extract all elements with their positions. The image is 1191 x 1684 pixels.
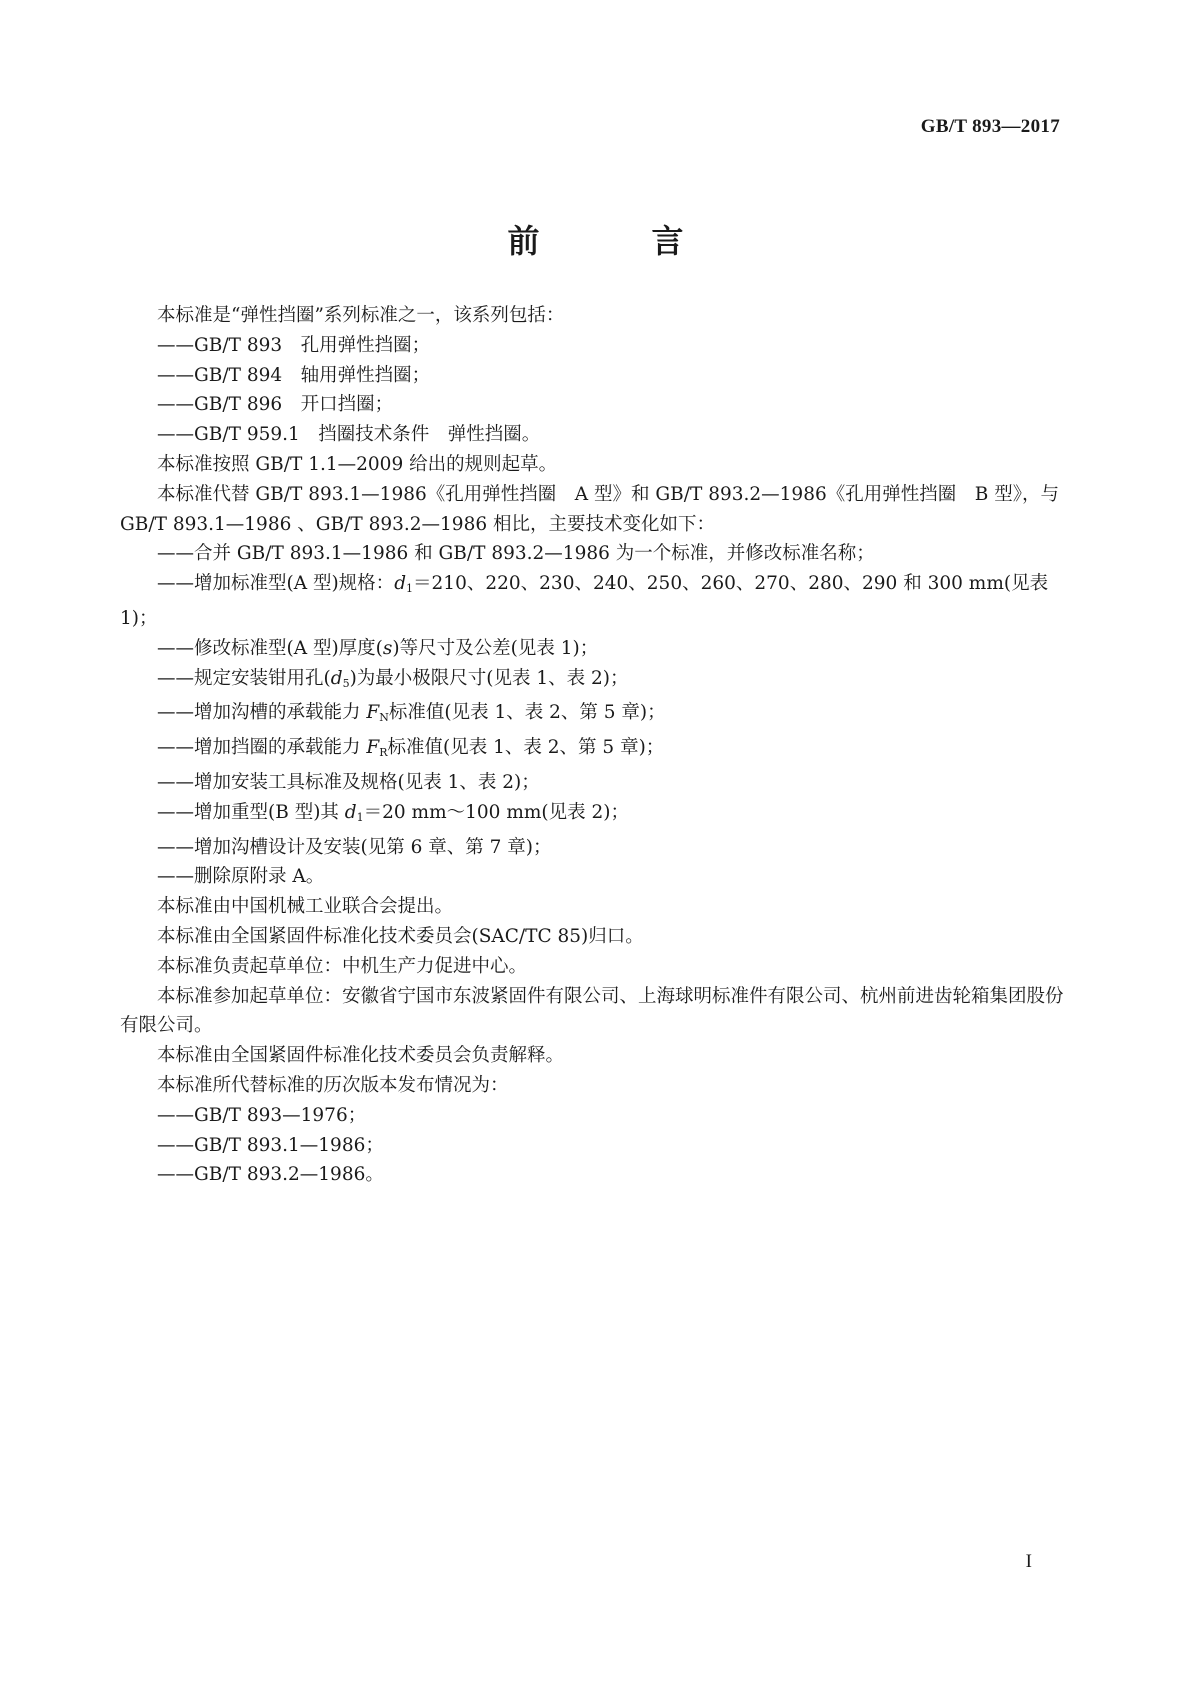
variable-subscript: R — [379, 746, 388, 760]
change-item-text: ＝20 mm～100 mm(见表 2)； — [363, 801, 630, 823]
change-item — [120, 569, 1072, 634]
series-item: ——GB/T 894 轴用弹性挡圈； — [157, 364, 431, 386]
series-item: ——GB/T 959.1 挡圈技术条件 弹性挡圈。 — [157, 424, 541, 446]
variable-subscript: N — [379, 711, 389, 725]
change-item — [120, 664, 1072, 699]
intro-paragraph: 本标准是“弹性挡圈”系列标准之一，该系列包括： — [157, 305, 565, 326]
foreword-body — [120, 301, 1072, 1190]
change-item-text: ＝210、220、230、240、250、260、270、280、290 和 300 mm(见表 1)； — [120, 573, 1049, 629]
variable-symbol: d — [330, 667, 343, 689]
variable-symbol: d — [394, 573, 407, 595]
series-item: ——GB/T 896 开口挡圈； — [157, 394, 394, 416]
change-item-text: )为最小极限尺寸(见表 1、表 2)； — [349, 667, 629, 689]
participating-units-paragraph: 本标准参加起草单位：安徽省宁国市东波紧固件有限公司、上海球明标准件有限公司、杭州前进齿轮箱集团股份有限公司。 — [120, 985, 1064, 1037]
variable-subscript: 1 — [406, 582, 414, 596]
drafting-rules-paragraph: 本标准按照 GB/T 1.1—2009 给出的规则起草。 — [157, 453, 558, 475]
drafting-unit-paragraph: 本标准负责起草单位：中机生产力促进中心。 — [157, 955, 528, 977]
change-item: ——删除原附录 A。 — [157, 866, 325, 888]
change-item — [120, 698, 1072, 733]
change-item: ——合并 GB/T 893.1—1986 和 GB/T 893.2—1986 为一个标准，并修改标准名称； — [157, 543, 875, 565]
variable-subscript: 1 — [356, 810, 364, 824]
history-item: ——GB/T 893.2—1986。 — [157, 1164, 384, 1186]
change-item-text: 标准值(见表 1、表 2、第 5 章)； — [388, 702, 666, 724]
variable-symbol: d — [344, 801, 357, 823]
page-title: 前 言 — [507, 222, 724, 260]
variable-symbol: s — [382, 637, 393, 659]
change-item-text: ——规定安装钳用孔( — [157, 667, 331, 689]
change-item — [120, 798, 1072, 833]
change-item-text: ——增加重型(B 型)其 — [157, 801, 345, 823]
change-item-text: ——增加标准型(A 型)规格： — [157, 573, 395, 595]
standard-code: GB/T 893—2017 — [920, 116, 1060, 137]
change-item — [120, 634, 1072, 664]
variable-symbol: F — [366, 737, 380, 759]
change-item: ——增加沟槽设计及安装(见第 6 章、第 7 章)； — [157, 836, 552, 858]
change-item-text: 标准值(见表 1、表 2、第 5 章)； — [387, 737, 665, 759]
change-item: ——增加安装工具标准及规格(见表 1、表 2)； — [157, 771, 540, 793]
change-item-text: ——增加沟槽的承载能力 — [157, 702, 367, 724]
change-item — [120, 733, 1072, 768]
variable-symbol: F — [366, 702, 380, 724]
change-item-text: ——修改标准型(A 型)厚度( — [157, 637, 383, 659]
centralized-by-paragraph: 本标准由全国紧固件标准化技术委员会(SAC/TC 85)归口。 — [157, 925, 644, 947]
history-intro-paragraph: 本标准所代替标准的历次版本发布情况为： — [157, 1074, 509, 1096]
history-item: ——GB/T 893—1976； — [157, 1104, 367, 1126]
variable-subscript: 5 — [342, 676, 350, 690]
change-item-text: ——增加挡圈的承载能力 — [157, 737, 367, 759]
series-item: ——GB/T 893 孔用弹性挡圈； — [157, 334, 431, 356]
proposer-paragraph: 本标准由中国机械工业联合会提出。 — [157, 896, 454, 918]
interpretation-paragraph: 本标准由全国紧固件标准化技术委员会负责解释。 — [157, 1045, 565, 1067]
history-item: ——GB/T 893.1—1986； — [157, 1134, 384, 1156]
replacement-paragraph: 本标准代替 GB/T 893.1—1986《孔用弹性挡圈 A 型》和 GB/T 893.2—1986《孔用弹性挡圈 B 型》，与 GB/T 893.1—1986 、GB/T 893.2—1986 相比，主要技术变化如下： — [120, 483, 1059, 535]
change-item-text: )等尺寸及公差(见表 1)； — [392, 637, 599, 659]
page-number: I — [1025, 1551, 1032, 1572]
